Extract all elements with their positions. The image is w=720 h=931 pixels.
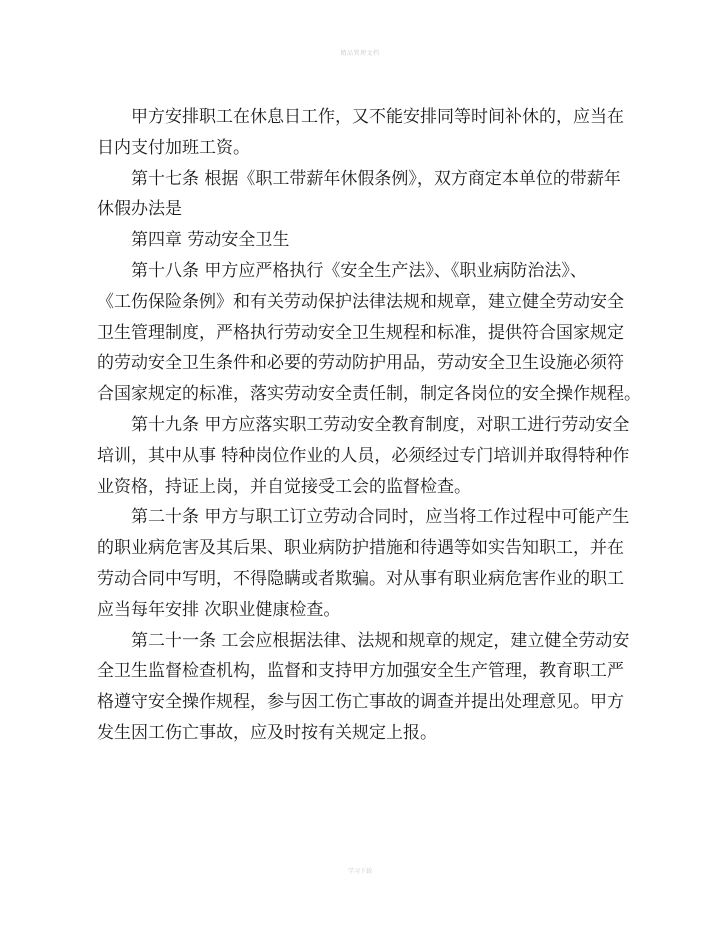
text-line: 业资格，持证上岗，并自觉接受工会的监督检查。 [97,476,471,497]
text-line: 卫生管理制度，严格执行劳动安全卫生规程和标准，提供符合国家规定 [97,322,624,343]
text-line: 劳动合同中写明，不得隐瞒或者欺骗。对从事有职业病危害作业的职工 [97,568,624,589]
text-line: 全卫生监督检查机构，监督和支持甲方加强安全生产管理，教育职工严 [97,661,624,682]
document-body [97,102,641,749]
text-line: 《工伤保险条例》和有关劳动保护法律法规和规章，建立健全劳动安全 [97,291,624,312]
text-line: 的职业病危害及其后果、职业病防护措施和待遇等如实告知职工，并在 [97,538,624,559]
text-line: 培训，其中从事 特种岗位作业的人员，必须经过专门培训并取得特种作 [97,445,630,466]
text-line: 合国家规定的标准，落实劳动安全责任制，制定各岗位的安全操作规程。 [97,384,641,405]
article-21-line: 第二十一条 工会应根据法律、法规和规章的规定，建立健全劳动安 [131,630,630,651]
article-17-line: 第十七条 根据《职工带薪年休假条例》，双方商定本单位的带薪年 [131,168,621,189]
text-line: 甲方安排职工在休息日工作，又不能安排同等时间补休的，应当在 [131,107,624,127]
text-line: 发生因工伤亡事故，应及时按有关规定上报。 [97,722,437,743]
text-line: 的劳动安全卫生条件和必要的劳动防护用品，劳动安全卫生设施必须符 [97,353,624,374]
article-18-line: 第十八条 甲方应严格执行《安全生产法》、《职业病防治法》、 [131,260,587,281]
text-line: 休假办法是 [97,199,182,220]
text-line: 格遵守安全操作规程，参与因工伤亡事故的调查并提出处理意见。甲方 [97,692,624,713]
article-19-line: 第十九条 甲方应落实职工劳动安全教育制度，对职工进行劳动安全 [131,414,630,435]
chapter-4-heading: 第四章 劳动安全卫生 [131,230,290,251]
footer-watermark: 学习下载 [347,868,372,875]
article-20-line: 第二十条 甲方与职工订立劳动合同时，应当将工作过程中可能产生 [131,507,630,528]
text-line: 日内支付加班工资。 [97,137,250,158]
text-line: 应当每年安排 次职业健康检查。 [97,599,341,620]
header-watermark: 精品管理文档 [340,50,380,57]
